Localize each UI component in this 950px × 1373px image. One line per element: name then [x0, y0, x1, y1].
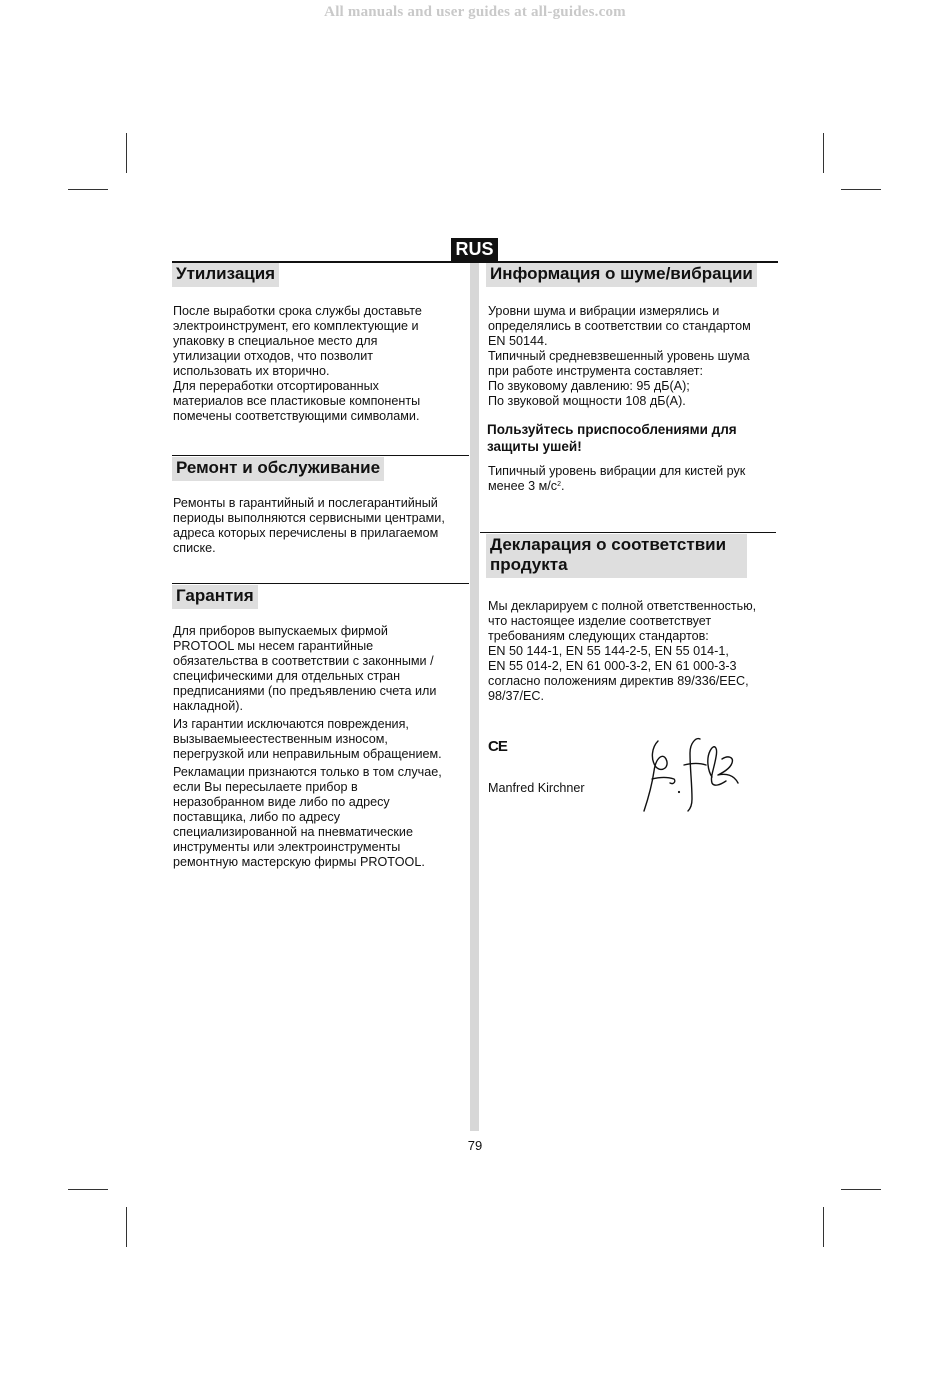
crop-mark [68, 189, 108, 190]
crop-mark [823, 1207, 824, 1247]
warranty-paragraph: Для приборов выпускаемых фирмой PROTOOL мы несем гарантийные обязательства в соответствии с законными / специфическими для отдельных стран предписаниями (по предъявлению счета или накладной). [173, 624, 437, 713]
crop-mark [126, 133, 127, 173]
section-rule [480, 532, 776, 533]
declaration-heading: Декларация о соответствии продукта [486, 534, 747, 578]
disposal-heading: Утилизация [172, 263, 279, 287]
disposal-text: После выработки срока службы доставьте электроинструмент, его комплектующие и упаковку в специальное место для утилизации отходов, что позволит использовать их вторично. Для переработки отсортированных материалов все пластиковые компоненты помечены соответствующими символами. [173, 304, 422, 423]
declaration-text: Мы декларируем с полной ответственностью, что настоящее изделие соответствует требованиям следующих стандартов: EN 50 144-1, EN 55 144-2-5, EN 55 014-1, EN 55 014-2, EN 61 000-3-2, EN 61 000-3-3 согласно положениям директив 89/336/EEC, 98/37/EC. [488, 599, 757, 703]
section-rule [172, 583, 469, 584]
column-divider [470, 263, 479, 1131]
section-rule [172, 455, 469, 456]
page-number: 79 [467, 1138, 483, 1153]
crop-mark [68, 1189, 108, 1190]
repair-heading: Ремонт и обслуживание [172, 457, 384, 481]
crop-mark [841, 1189, 881, 1190]
signer-name: Manfred Kirchner [488, 781, 585, 795]
ear-protection-warning: Пользуйтесь приспособлениями для защиты ушей! [487, 422, 737, 454]
ce-mark-icon: CE [488, 738, 507, 755]
crop-mark [126, 1207, 127, 1247]
noise-text: Уровни шума и вибрации измерялись и определялись в соответствии со стандартом EN 50144. Типичный средневзвешенный уровень шума при работе инструмента составляет: По звуковому давлению: 95 дБ(A); По звуковой мощности 108 дБ(A). [488, 304, 751, 408]
signature-image [636, 733, 746, 818]
noise-heading: Информация о шуме/вибрации [486, 263, 757, 287]
vibration-text: Типичный уровень вибрации для кистей рук менее 3 $м/с^2$. [488, 464, 746, 493]
warranty-heading: Гарантия [172, 585, 258, 609]
crop-mark [841, 189, 881, 190]
warranty-paragraph: Рекламации признаются только в том случае, если Вы пересылаете прибор в неразобранном виде либо по адресу поставщика, либо по адресу специализированной на пневматические инструменты или электроинструменты ремонтную мастерскую фирмы PROTOOL. [173, 765, 442, 869]
watermark-text: All manuals and user guides at all-guides.com [324, 4, 626, 20]
crop-mark [823, 133, 824, 173]
repair-text: Ремонты в гарантийный и послегарантийный периоды выполняются сервисными центрами, адреса которых перечислены в прилагаемом списке. [173, 496, 445, 555]
language-badge: RUS [451, 238, 498, 261]
warranty-paragraph: Из гарантии исключаются повреждения, вызываемыеестественным износом, перегрузкой или неправильным обращением. [173, 717, 442, 761]
warranty-text [173, 624, 469, 873]
